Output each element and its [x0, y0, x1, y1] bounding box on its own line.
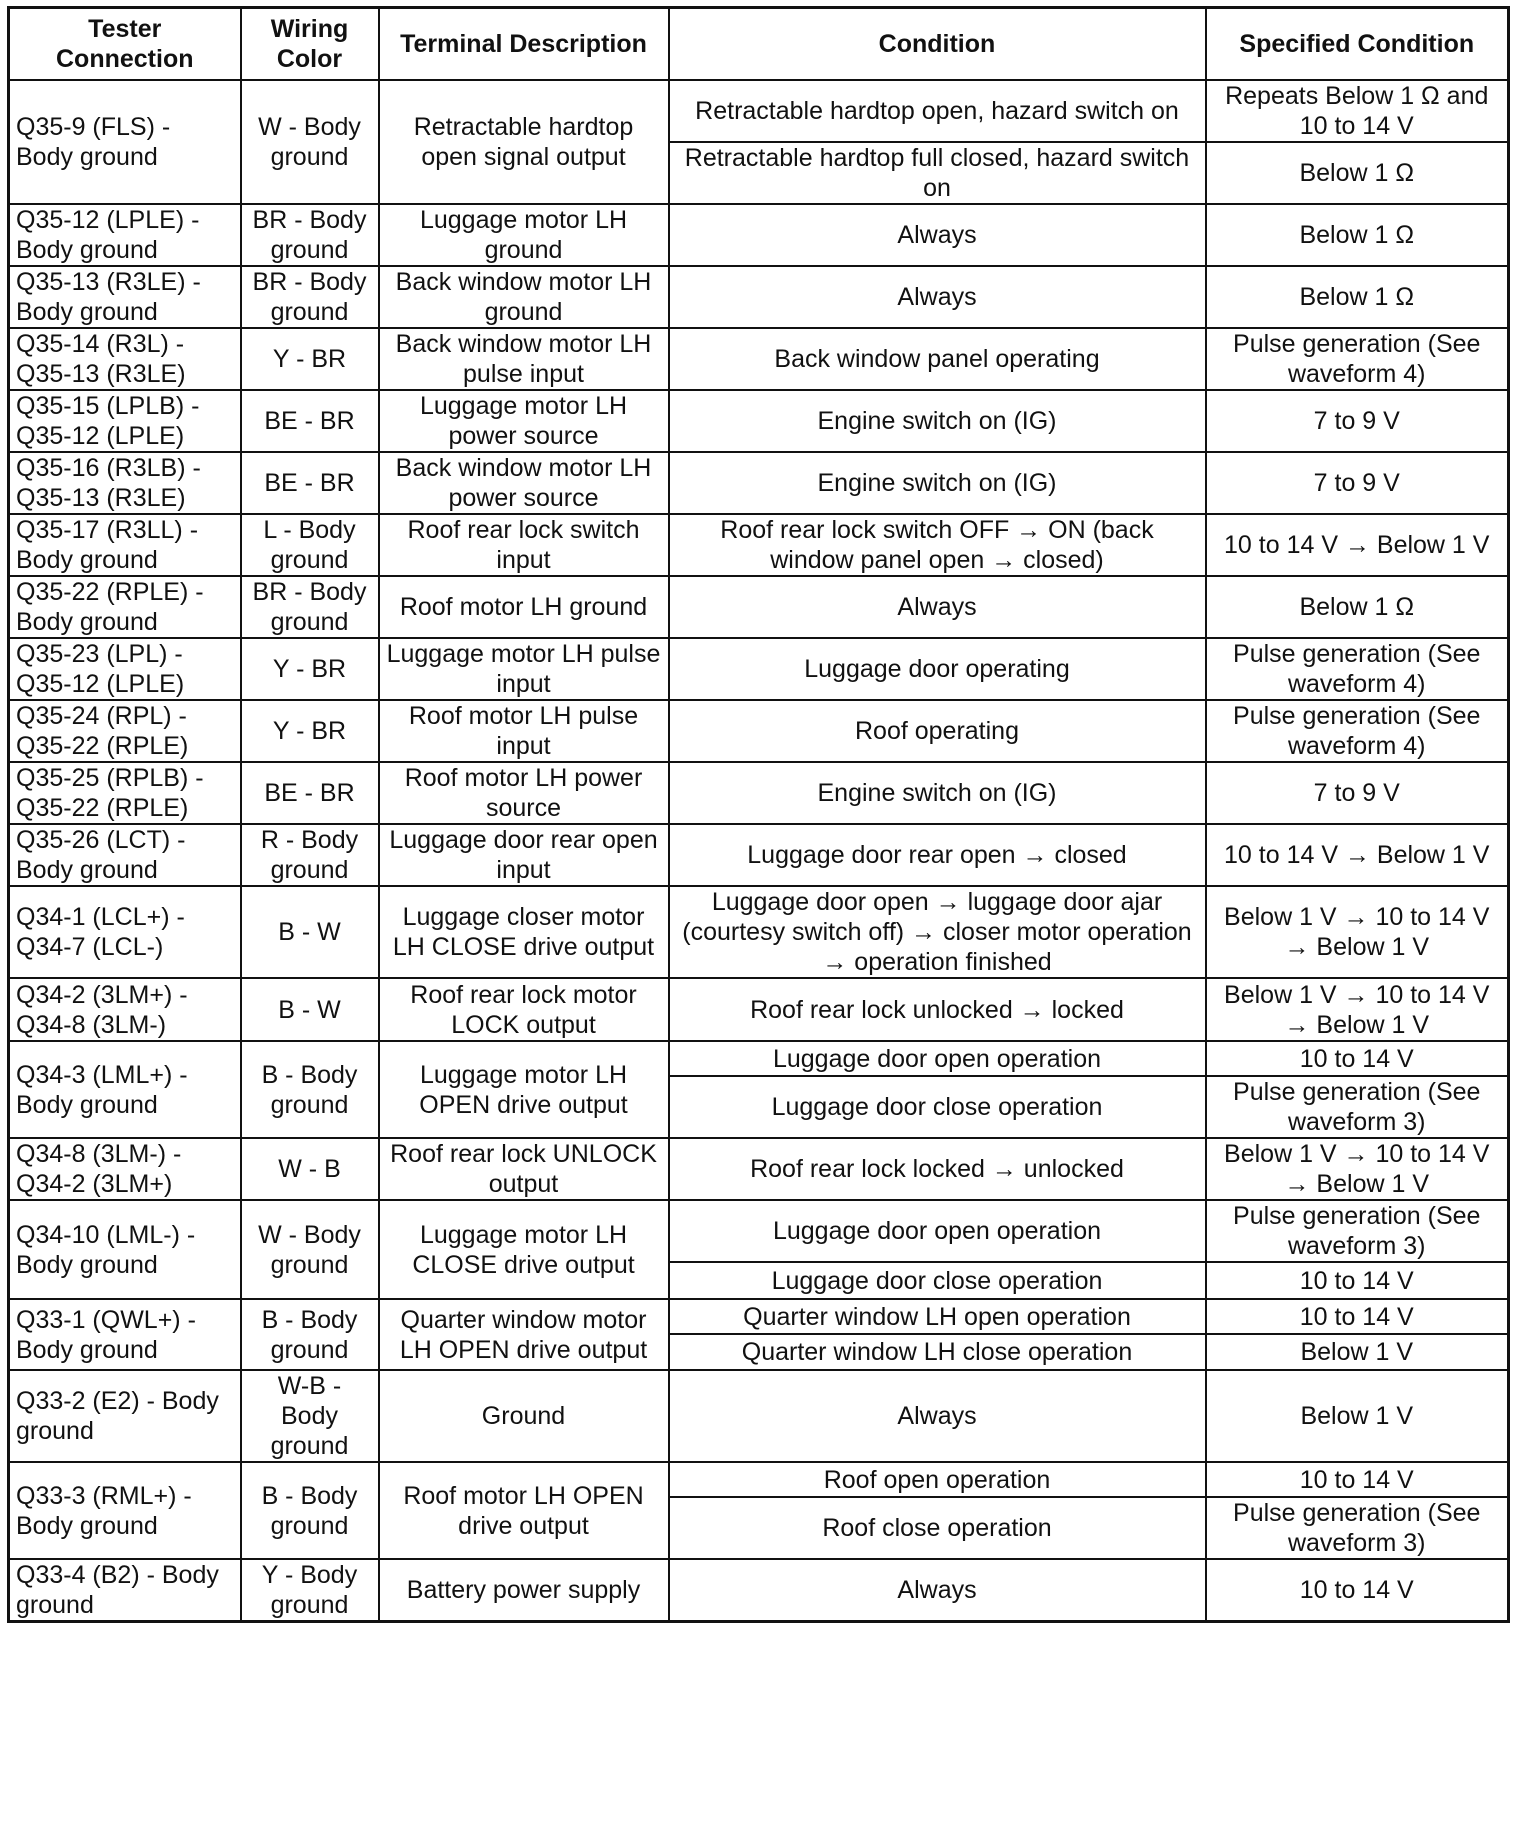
wiring-color-cell: B - W: [241, 886, 379, 978]
specified-condition-cell: Pulse generation (See waveform 3): [1206, 1076, 1509, 1138]
condition-cell: Back window panel operating: [669, 328, 1206, 390]
specified-condition-cell: Below 1 V: [1206, 1370, 1509, 1462]
specified-condition-cell: 10 to 14 V: [1206, 1462, 1509, 1497]
specified-condition-cell: 10 to 14 V: [1206, 1262, 1509, 1299]
tester-connection-cell: Q35-16 (R3LB) - Q35-13 (R3LE): [9, 452, 241, 514]
table-row: [9, 1200, 1509, 1262]
condition-cell: Always: [669, 576, 1206, 638]
specified-condition-cell: Pulse generation (See waveform 3): [1206, 1200, 1509, 1262]
tester-connection-cell: Q35-13 (R3LE) - Body ground: [9, 266, 241, 328]
wiring-color-cell: BR - Body ground: [241, 576, 379, 638]
specified-condition-cell: Repeats Below 1 Ω and 10 to 14 V: [1206, 80, 1509, 142]
tester-connection-cell: Q35-17 (R3LL) - Body ground: [9, 514, 241, 576]
terminal-description-cell: Back window motor LH power source: [379, 452, 669, 514]
terminal-description-cell: Back window motor LH ground: [379, 266, 669, 328]
table-row: [9, 978, 1509, 1041]
condition-cell: Luggage door operating: [669, 638, 1206, 700]
specified-condition-cell: Below 1 Ω: [1206, 576, 1509, 638]
condition-cell: Retractable hardtop open, hazard switch on: [669, 80, 1206, 142]
table-row: [9, 1462, 1509, 1497]
wiring-color-cell: BR - Body ground: [241, 266, 379, 328]
tester-connection-cell: Q33-2 (E2) - Body ground: [9, 1370, 241, 1462]
wiring-color-cell: BE - BR: [241, 390, 379, 452]
tester-connection-cell: Q35-26 (LCT) - Body ground: [9, 824, 241, 886]
condition-cell: Engine switch on (IG): [669, 452, 1206, 514]
terminal-description-cell: Luggage motor LH power source: [379, 390, 669, 452]
tester-connection-cell: Q35-15 (LPLB) - Q35-12 (LPLE): [9, 390, 241, 452]
wiring-color-cell: W - B: [241, 1138, 379, 1200]
table-row: [9, 824, 1509, 886]
table-row: [9, 514, 1509, 576]
tester-connection-cell: Q34-10 (LML-) - Body ground: [9, 1200, 241, 1299]
condition-cell: Luggage door open operation: [669, 1041, 1206, 1076]
condition-cell: Luggage door close operation: [669, 1262, 1206, 1299]
specified-condition-cell: 7 to 9 V: [1206, 390, 1509, 452]
table-row: [9, 886, 1509, 978]
header-condition: Condition: [669, 8, 1206, 81]
header-tester-connection: Tester Connection: [9, 8, 241, 81]
terminal-description-cell: Luggage motor LH pulse input: [379, 638, 669, 700]
wiring-color-cell: B - Body ground: [241, 1299, 379, 1370]
terminal-table-container: [7, 6, 1507, 1623]
specified-condition-cell: Below 1 Ω: [1206, 142, 1509, 204]
tester-connection-cell: Q35-12 (LPLE) - Body ground: [9, 204, 241, 266]
table-row: [9, 452, 1509, 514]
condition-cell: Roof rear lock locked → unlocked: [669, 1138, 1206, 1200]
tester-connection-cell: Q35-14 (R3L) - Q35-13 (R3LE): [9, 328, 241, 390]
tester-connection-cell: Q35-22 (RPLE) - Body ground: [9, 576, 241, 638]
specified-condition-cell: Below 1 Ω: [1206, 266, 1509, 328]
table-row: [9, 1138, 1509, 1200]
table-row: [9, 328, 1509, 390]
wiring-color-cell: Y - BR: [241, 328, 379, 390]
tester-connection-cell: Q34-3 (LML+) - Body ground: [9, 1041, 241, 1138]
specified-condition-cell: Below 1 Ω: [1206, 204, 1509, 266]
condition-cell: Always: [669, 266, 1206, 328]
condition-cell: Luggage door open → luggage door ajar (courtesy switch off) → closer motor operation → operation finished: [669, 886, 1206, 978]
wiring-color-cell: BE - BR: [241, 452, 379, 514]
table-row: [9, 1041, 1509, 1076]
tester-connection-cell: Q33-1 (QWL+) - Body ground: [9, 1299, 241, 1370]
tester-connection-cell: Q34-8 (3LM-) - Q34-2 (3LM+): [9, 1138, 241, 1200]
specified-condition-cell: Below 1 V → 10 to 14 V → Below 1 V: [1206, 978, 1509, 1041]
table-row: [9, 762, 1509, 824]
specified-condition-cell: Below 1 V → 10 to 14 V → Below 1 V: [1206, 1138, 1509, 1200]
wiring-color-cell: W - Body ground: [241, 1200, 379, 1299]
terminal-description-cell: Back window motor LH pulse input: [379, 328, 669, 390]
terminal-description-cell: Luggage motor LH CLOSE drive output: [379, 1200, 669, 1299]
wiring-color-cell: Y - Body ground: [241, 1559, 379, 1622]
condition-cell: Quarter window LH close operation: [669, 1334, 1206, 1370]
table-row: [9, 1299, 1509, 1334]
wiring-color-cell: W - Body ground: [241, 80, 379, 204]
condition-cell: Roof rear lock switch OFF → ON (back window panel open → closed): [669, 514, 1206, 576]
specified-condition-cell: Pulse generation (See waveform 4): [1206, 638, 1509, 700]
table-row: [9, 204, 1509, 266]
terminal-description-cell: Roof motor LH power source: [379, 762, 669, 824]
terminal-description-cell: Roof motor LH OPEN drive output: [379, 1462, 669, 1559]
wiring-color-cell: W-B - Body ground: [241, 1370, 379, 1462]
wiring-color-cell: R - Body ground: [241, 824, 379, 886]
tester-connection-cell: Q34-1 (LCL+) - Q34-7 (LCL-): [9, 886, 241, 978]
terminal-description-cell: Quarter window motor LH OPEN drive output: [379, 1299, 669, 1370]
condition-cell: Roof rear lock unlocked → locked: [669, 978, 1206, 1041]
table-row: [9, 700, 1509, 762]
tester-connection-cell: Q35-23 (LPL) - Q35-12 (LPLE): [9, 638, 241, 700]
header-wiring-color: Wiring Color: [241, 8, 379, 81]
condition-cell: Retractable hardtop full closed, hazard switch on: [669, 142, 1206, 204]
table-row: [9, 576, 1509, 638]
terminal-table: [7, 6, 1510, 1623]
condition-cell: Always: [669, 204, 1206, 266]
condition-cell: Engine switch on (IG): [669, 762, 1206, 824]
condition-cell: Always: [669, 1370, 1206, 1462]
wiring-color-cell: B - W: [241, 978, 379, 1041]
wiring-color-cell: Y - BR: [241, 638, 379, 700]
specified-condition-cell: Below 1 V: [1206, 1334, 1509, 1370]
terminal-description-cell: Retractable hardtop open signal output: [379, 80, 669, 204]
table-row: [9, 1370, 1509, 1462]
terminal-description-cell: Ground: [379, 1370, 669, 1462]
specified-condition-cell: 10 to 14 V → Below 1 V: [1206, 824, 1509, 886]
condition-cell: Roof close operation: [669, 1497, 1206, 1559]
condition-cell: Luggage door close operation: [669, 1076, 1206, 1138]
condition-cell: Always: [669, 1559, 1206, 1622]
terminal-description-cell: Roof rear lock motor LOCK output: [379, 978, 669, 1041]
specified-condition-cell: 7 to 9 V: [1206, 452, 1509, 514]
header-specified-condition: Specified Condition: [1206, 8, 1509, 81]
specified-condition-cell: 10 to 14 V → Below 1 V: [1206, 514, 1509, 576]
table-row: [9, 638, 1509, 700]
table-row: [9, 266, 1509, 328]
wiring-color-cell: B - Body ground: [241, 1041, 379, 1138]
wiring-color-cell: L - Body ground: [241, 514, 379, 576]
table-body: [9, 80, 1509, 1622]
terminal-description-cell: Luggage motor LH OPEN drive output: [379, 1041, 669, 1138]
terminal-description-cell: Roof motor LH pulse input: [379, 700, 669, 762]
wiring-color-cell: BR - Body ground: [241, 204, 379, 266]
wiring-color-cell: BE - BR: [241, 762, 379, 824]
terminal-description-cell: Luggage door rear open input: [379, 824, 669, 886]
terminal-description-cell: Roof rear lock UNLOCK output: [379, 1138, 669, 1200]
header-row: [9, 8, 1509, 81]
wiring-color-cell: Y - BR: [241, 700, 379, 762]
tester-connection-cell: Q33-3 (RML+) - Body ground: [9, 1462, 241, 1559]
condition-cell: Luggage door rear open → closed: [669, 824, 1206, 886]
terminal-description-cell: Roof rear lock switch input: [379, 514, 669, 576]
condition-cell: Roof open operation: [669, 1462, 1206, 1497]
header-terminal-description: Terminal Description: [379, 8, 669, 81]
terminal-description-cell: Battery power supply: [379, 1559, 669, 1622]
table-row: [9, 1559, 1509, 1622]
specified-condition-cell: Pulse generation (See waveform 4): [1206, 328, 1509, 390]
condition-cell: Roof operating: [669, 700, 1206, 762]
terminal-description-cell: Luggage motor LH ground: [379, 204, 669, 266]
table-row: [9, 80, 1509, 142]
wiring-color-cell: B - Body ground: [241, 1462, 379, 1559]
specified-condition-cell: Below 1 V → 10 to 14 V → Below 1 V: [1206, 886, 1509, 978]
specified-condition-cell: 10 to 14 V: [1206, 1559, 1509, 1622]
table-row: [9, 390, 1509, 452]
specified-condition-cell: Pulse generation (See waveform 3): [1206, 1497, 1509, 1559]
tester-connection-cell: Q35-25 (RPLB) - Q35-22 (RPLE): [9, 762, 241, 824]
specified-condition-cell: 7 to 9 V: [1206, 762, 1509, 824]
specified-condition-cell: Pulse generation (See waveform 4): [1206, 700, 1509, 762]
tester-connection-cell: Q34-2 (3LM+) - Q34-8 (3LM-): [9, 978, 241, 1041]
specified-condition-cell: 10 to 14 V: [1206, 1299, 1509, 1334]
condition-cell: Quarter window LH open operation: [669, 1299, 1206, 1334]
tester-connection-cell: Q33-4 (B2) - Body ground: [9, 1559, 241, 1622]
terminal-description-cell: Roof motor LH ground: [379, 576, 669, 638]
condition-cell: Engine switch on (IG): [669, 390, 1206, 452]
tester-connection-cell: Q35-9 (FLS) - Body ground: [9, 80, 241, 204]
terminal-description-cell: Luggage closer motor LH CLOSE drive output: [379, 886, 669, 978]
specified-condition-cell: 10 to 14 V: [1206, 1041, 1509, 1076]
tester-connection-cell: Q35-24 (RPL) - Q35-22 (RPLE): [9, 700, 241, 762]
condition-cell: Luggage door open operation: [669, 1200, 1206, 1262]
